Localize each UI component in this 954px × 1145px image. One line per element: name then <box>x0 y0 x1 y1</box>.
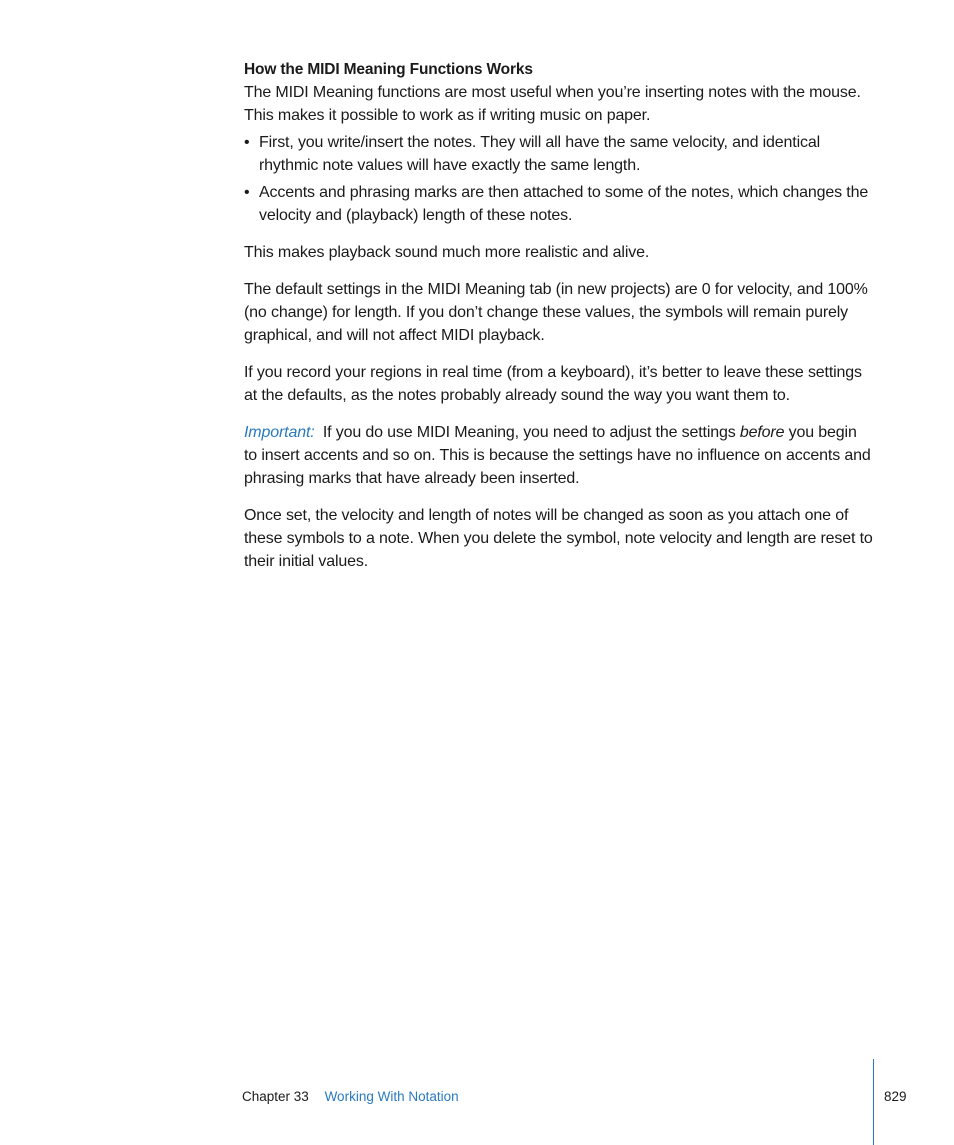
section-heading: How the MIDI Meaning Functions Works <box>244 61 533 78</box>
page-number: 829 <box>884 1089 907 1104</box>
paragraph-important <box>244 421 874 490</box>
important-emphasis: before <box>739 424 785 441</box>
important-label: Important: <box>244 424 315 441</box>
list-item-text: Accents and phrasing marks are then attached to some of the notes, which changes the velocity and (playback) length of these notes. <box>259 184 869 224</box>
chapter-title-link[interactable]: Working With Notation <box>324 1089 459 1104</box>
paragraph-record-realtime: If you record your regions in real time (from a keyboard), it’s better to leave these settings at the defaults, as the notes probably already sound the way you want them to. <box>244 364 862 404</box>
bullet-list <box>244 131 874 227</box>
page-footer <box>242 1088 459 1106</box>
bullet-icon: • <box>244 184 250 201</box>
important-text-after: you begin to insert accents and so on. This is because the settings have no influence on accents and phrasing marks that have already been inserted. <box>244 424 871 487</box>
paragraph-once-set: Once set, the velocity and length of notes will be changed as soon as you attach one of these symbols to a note. When you delete the symbol, note velocity and length are reset to their initial values. <box>244 507 873 570</box>
bullet-icon: • <box>244 134 250 151</box>
important-text-before: If you do use MIDI Meaning, you need to adjust the settings <box>322 424 736 441</box>
intro-paragraph: The MIDI Meaning functions are most useful when you’re inserting notes with the mouse. This makes it possible to work as if writing music on paper. <box>244 84 861 124</box>
page-body <box>244 58 874 587</box>
chapter-label: Chapter 33 <box>242 1089 309 1104</box>
list-item <box>244 181 874 227</box>
paragraph-realistic: This makes playback sound much more realistic and alive. <box>244 244 650 261</box>
paragraph-default-settings: The default settings in the MIDI Meaning tab (in new projects) are 0 for velocity, and 100% (no change) for length. If you don’t change these values, the symbols will remain purely graphical, and will not affect MIDI playback. <box>244 281 868 344</box>
list-item <box>244 131 874 177</box>
list-item-text: First, you write/insert the notes. They will all have the same velocity, and identical rhythmic note values will have exactly the same length. <box>259 134 820 174</box>
footer-divider <box>873 1059 874 1145</box>
